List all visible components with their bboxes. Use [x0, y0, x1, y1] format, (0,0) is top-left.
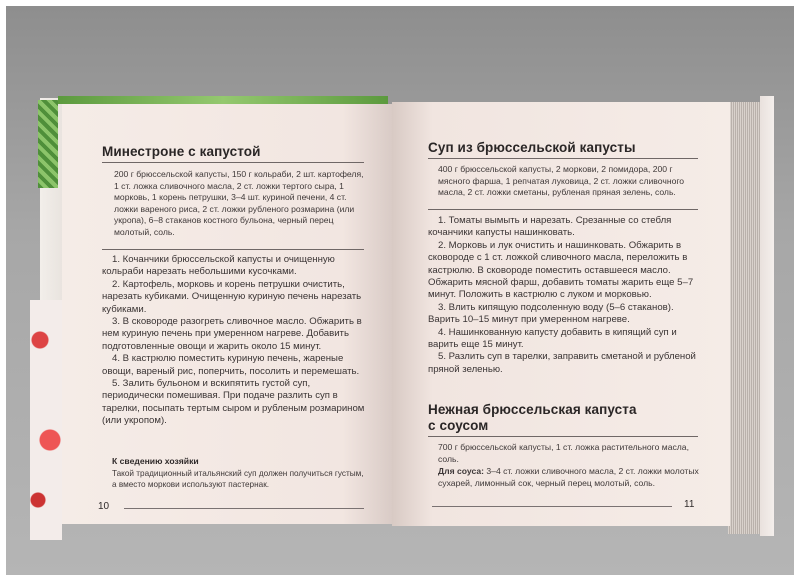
step-5: 5. Разлить суп в тарелки, заправить сметаной и рубленой пряной зеленью. [428, 351, 696, 375]
steps-list [102, 254, 368, 428]
steps-list [428, 215, 700, 376]
sauce-text: 3–4 ст. ложки сливочного масла, 2 ст. ложки молотых сухарей, лимонный сок, черный перец молотый, соль. [438, 466, 699, 488]
page-stack [728, 102, 764, 534]
second-recipe-title: Нежная брюссельская капуста [428, 402, 637, 417]
ingredients-text: 200 г брюссельской капусты, 150 г кольраби, 2 шт. картофеля, 1 ст. ложка сливочного масла, 2 ст. ложки тертого сыра, 1 морковь, 1 корень петрушки, 3–4 шт. куриной печени, 4 ст. ложки вареного риса, 2 ст. ложки рубленого розмарина (или укропа), 6–8 стаканов костного бульона, черный перец молотый, соль. [114, 169, 364, 237]
title-rule [428, 158, 698, 159]
title-rule [428, 436, 698, 437]
book-cover-right-edge [760, 96, 774, 536]
step-3: 3. В сковороде разогреть сливочное масло. Обжарить в нем куриную печень при умеренном нагреве. Добавить подготовленные овощи и жарить около 15 минут. [102, 316, 362, 352]
step-1: 1. Томаты вымыть и нарезать. Срезанные со стебля кочанчики капусты нашинковать. [428, 215, 672, 239]
title-rule [102, 162, 364, 163]
step-1: 1. Кочанчики брюссельской капусты и очищенную кольраби нарезать небольшими кусочками. [102, 254, 335, 278]
cover-top-edge [58, 96, 388, 104]
sauce-ingredients [438, 466, 700, 489]
cover-pattern-red [30, 300, 62, 540]
page-number: 11 [684, 499, 695, 510]
step-2: 2. Картофель, морковь и корень петрушки очистить, нарезать кубиками. Очищенную куриную печень нарезать кубиками. [102, 278, 362, 315]
page-number: 10 [98, 501, 110, 512]
step-4: 4. Нашинкованную капусту добавить в кипящий суп и варить еще 15 минут. [428, 326, 677, 351]
left-page [62, 104, 392, 524]
sauce-label: Для соуса: [438, 466, 484, 476]
footer-rule [124, 508, 364, 509]
step-4: 4. В кастрюлю поместить куриную печень, жареные овощи, вареный рис, поперчить, посолить и перемешать. [102, 353, 360, 377]
second-ingredients: 700 г брюссельской капусты, 1 ст. ложка растительного масла, соль. [438, 442, 689, 464]
step-2: 2. Морковь и лук очистить и нашинковать. Обжарить в сковороде с 1 ст. ложкой сливочного масла, переложить в кастрюлю. В сковороде поместить оставшееся масло. Обжарить мясной фарш, добавить томаты жарить еще 5–7 минут. Положить в кастрюлю с луком и морковью. [428, 239, 694, 301]
ingredients-rule [428, 209, 698, 210]
footer-rule [432, 506, 672, 507]
ingredients-text: 400 г брюссельской капусты, 2 моркови, 2 помидора, 200 г мясного фарша, 1 репчатая луковица, 2 ст. ложки сливочного масла, 2 ст. ложки сметаны, рубленая пряная зелень, соль. [438, 164, 685, 198]
tip-title: К сведению хозяйки [112, 456, 199, 466]
recipe-title: Суп из брюссельской капусты [428, 140, 636, 155]
tip-text: Такой традиционный итальянский суп должен получиться густым, а вместо моркови используют пастернак. [112, 469, 364, 489]
step-5: 5. Залить бульоном и вскипятить густой суп, периодически помешивая. При подаче разлить суп в тарелки, посыпать тертым сыром и рубленым розмарином (или укропом). [102, 378, 365, 427]
second-recipe-title-line2: с соусом [428, 418, 489, 433]
step-3: 3. Влить кипящую подсоленную воду (5–6 стаканов). Варить 10–15 минут при умеренном нагреве. [428, 301, 674, 326]
ingredients-rule [102, 249, 364, 250]
recipe-title: Минестроне с капустой [102, 144, 261, 159]
right-page [392, 102, 730, 526]
cover-pattern-green [38, 100, 58, 188]
